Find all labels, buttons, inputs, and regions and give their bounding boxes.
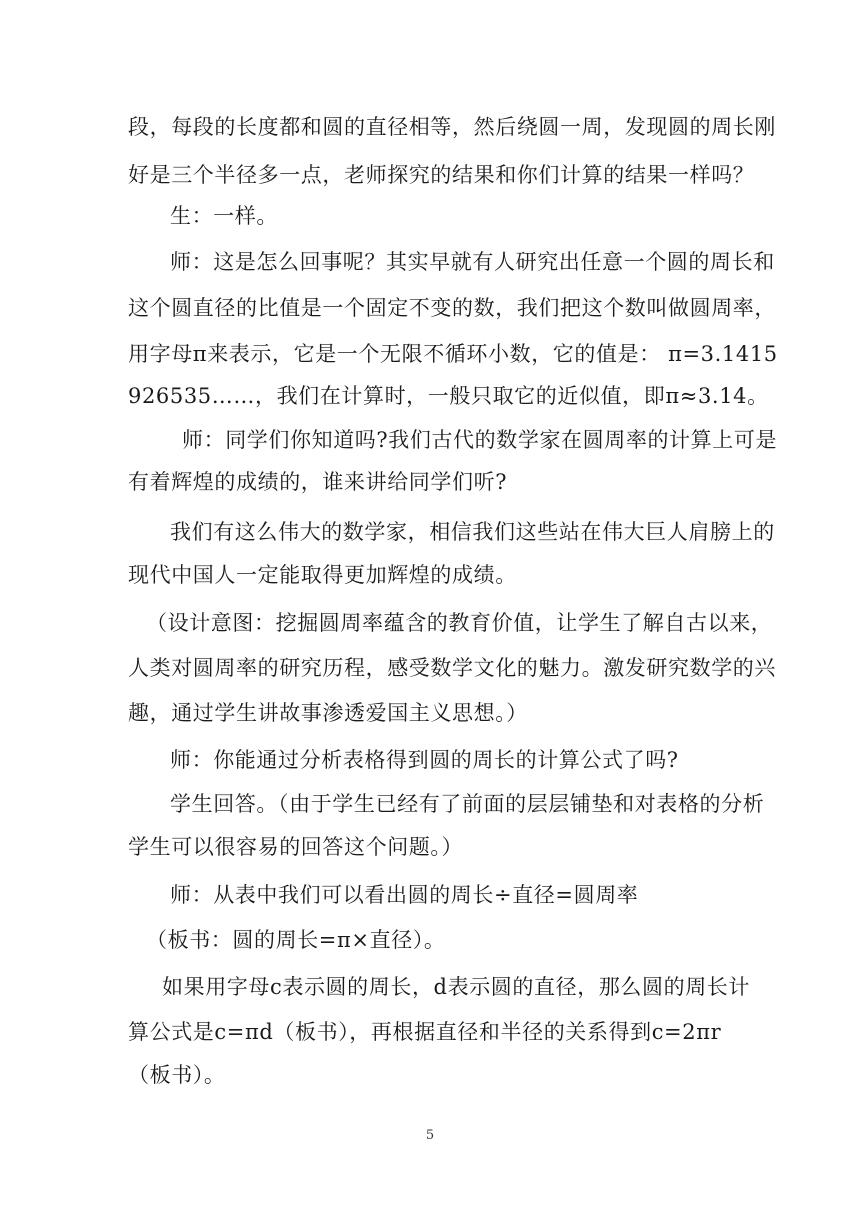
text-line: 如果用字母c表示圆的周长，d表示圆的直径，那么圆的周长计 [162,975,751,999]
text-line: 学生可以很容易的回答这个问题。） [128,835,464,859]
page-number: 5 [425,1128,435,1143]
text-line: 趣，通过学生讲故事渗透爱国主义思想。） [128,701,528,725]
text-line: 有着辉煌的成绩的，谁来讲给同学们听? [128,470,508,494]
text-line: 用字母π来表示，它是一个无限不循环小数，它的值是： π=3.1415 [128,342,778,366]
text-line: 这个圆直径的比值是一个固定不变的数，我们把这个数叫做圆周率， [128,296,776,320]
text-line: 师：这是怎么回事呢？其实早就有人研究出任意一个圆的周长和 [170,250,775,274]
text-line: （设计意图：挖掘圆周率蕴含的教育价值，让学生了解自古以来， [146,611,773,635]
text-line: 人类对圆周率的研究历程，感受数学文化的魅力。激发研究数学的兴 [128,656,776,680]
text-line: 生：一样。 [170,204,278,228]
text-line: 算公式是c=πd（板书），再根据直径和半径的关系得到c=2πr [128,1020,722,1044]
text-line: 师：从表中我们可以看出圆的周长÷直径=圆周率 [170,883,639,907]
text-line: 现代中国人一定能取得更加辉煌的成绩。 [128,563,517,587]
text-line: 学生回答。（由于学生已经有了前面的层层铺垫和对表格的分析 [170,792,765,816]
text-line: 师：你能通过分析表格得到圆的周长的计算公式了吗? [170,748,679,772]
text-line: 段，每段的长度都和圆的直径相等，然后绕圆一周，发现圆的周长刚 [128,115,776,139]
text-line: 我们有这么伟大的数学家，相信我们这些站在伟大巨人肩膀上的 [170,520,775,544]
text-line: （板书）。 [128,1063,226,1087]
text-line: 好是三个半径多一点，老师探究的结果和你们计算的结果一样吗？ [128,163,755,187]
text-line: 师：同学们你知道吗?我们古代的数学家在圆周率的计算上可是 [182,428,778,452]
text-line: 926535……，我们在计算时，一般只取它的近似值，即π≈3.14。 [128,384,769,408]
text-line: （板书：圆的周长=π×直径）。 [146,928,446,952]
